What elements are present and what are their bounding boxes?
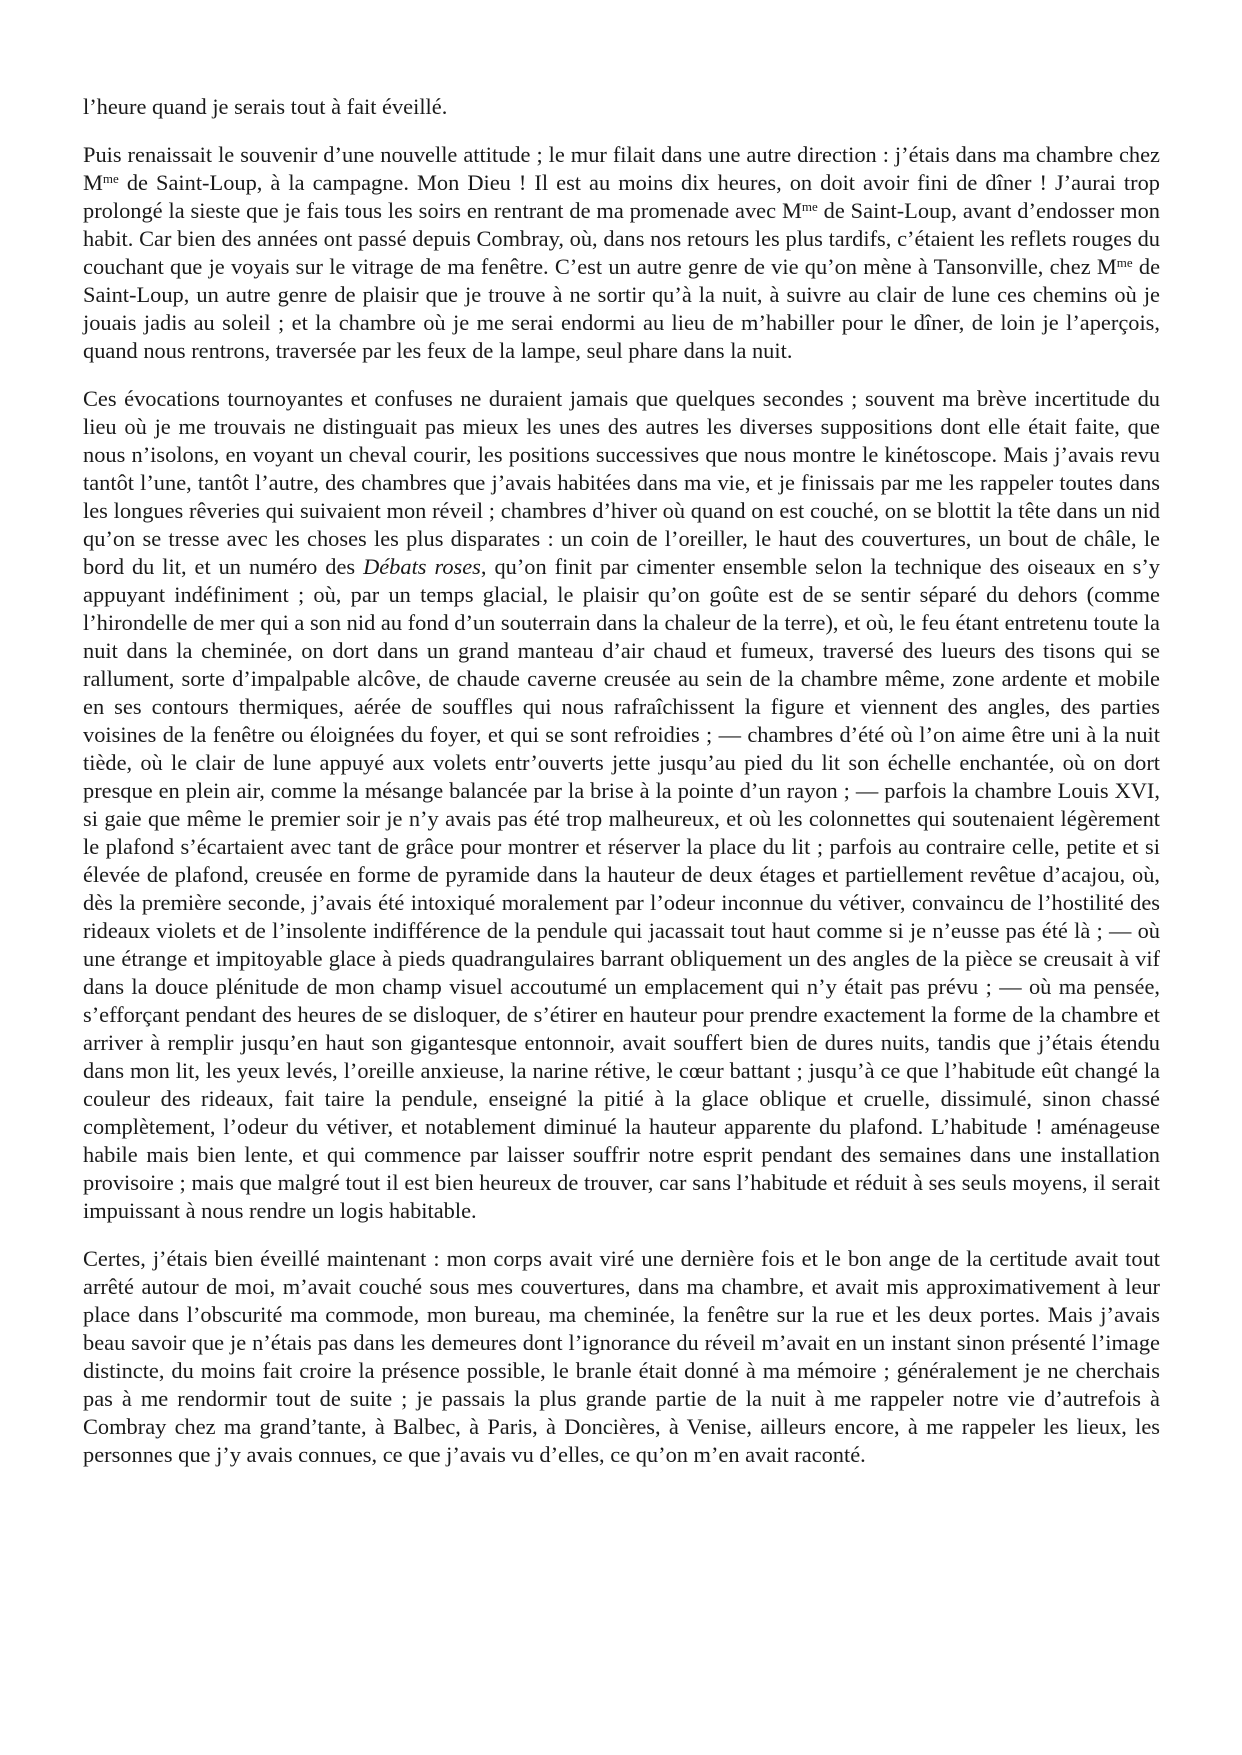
superscript-madame: me xyxy=(102,171,119,186)
text-segment: de Saint-Loup, à la campagne. Mon Dieu ! Il est au moins dix heures, on doit avoir fini de dîner ! J’aurai trop prolongé la sieste que je fais tous les soirs en rentrant de ma promenade avec M xyxy=(83,170,1160,223)
text-segment: l’heure quand je serais tout à fait éveillé. xyxy=(83,94,448,119)
superscript-madame: me xyxy=(1116,255,1133,270)
paragraph-1 xyxy=(83,93,1160,121)
text-segment: de Saint-Loup, un autre genre de plaisir que je trouve à ne sortir qu’à la nuit, à suivre au clair de lune ces chemins où je jouais jadis au soleil ; et la chambre où je me serai endormi au lieu de m’habiller pour le dîner, de loin je l’aperçois, quand nous rentrons, traversée par les feux de la lampe, seul phare dans la nuit. xyxy=(83,254,1161,363)
text-segment: Ces évocations tournoyantes et confuses ne duraient jamais que quelques secondes ; souvent ma brève incertitude du lieu où je me trouvais ne distinguait pas mieux les unes des autres les diverses suppositions dont elle était faite, que nous n’isolons, en voyant un cheval courir, les positions successives que nous montre le kinétoscope. Mais j’avais revu tantôt l’une, tantôt l’autre, des chambres que j’avais habitées dans ma vie, et je finissais par me les rappeler toutes dans les longues rêveries qui suivaient mon réveil ; chambres d’hiver où quand on est couché, on se blottit la tête dans un nid qu’on se tresse avec les choses les plus disparates : un coin de l’oreiller, le haut des couvertures, un bout de châle, le bord du lit, et un numéro des xyxy=(83,386,1160,579)
italic-title: Débats roses xyxy=(363,554,481,579)
superscript-madame: me xyxy=(801,199,818,214)
paragraph-4 xyxy=(83,1245,1160,1469)
paragraph-2 xyxy=(83,141,1160,365)
paragraph-3 xyxy=(83,385,1160,1225)
text-segment: Certes, j’étais bien éveillé maintenant : mon corps avait viré une dernière fois et le bon ange de la certitude avait tout arrêté autour de moi, m’avait couché sous mes couvertures, dans ma chambre, et avait mis approximativement à leur place dans l’obscurité ma commode, mon bureau, ma cheminée, la fenêtre sur la rue et les deux portes. Mais j’avais beau savoir que je n’étais pas dans les demeures dont l’ignorance du réveil m’avait en un instant sinon présenté l’image distincte, du moins fait croire la présence possible, le branle était donné à ma mémoire ; généralement je ne cherchais pas à me rendormir tout de suite ; je passais la plus grande partie de la nuit à me rappeler notre vie d’autrefois à Combray chez ma grand’tante, à Balbec, à Paris, à Doncières, à Venise, ailleurs encore, à me rappeler les lieux, les personnes que j’y avais connues, ce que j’avais vu d’elles, ce qu’on m’en avait raconté. xyxy=(83,1246,1160,1467)
text-segment: Puis renaissait le souvenir d’une nouvelle attitude ; le mur filait dans une autre direction : j’étais dans ma chambre chez M xyxy=(83,142,1160,195)
text-segment: , qu’on finit par cimenter ensemble selon la technique des oiseaux en s’y appuyant indéfiniment ; où, par un temps glacial, le plaisir qu’on goûte est de se sentir séparé du dehors (comme l’hirondelle de mer qui a son nid au fond d’un souterrain dans la chaleur de la terre), et où, le feu étant entretenu toute la nuit dans la cheminée, on dort dans un grand manteau d’air chaud et fumeux, traversé des lueurs des tisons qui se rallument, sorte d’impalpable alcôve, de chaude caverne creusée au sein de la chambre même, zone ardente et mobile en ses contours thermiques, aérée de souffles qui nous rafraîchissent la figure et viennent des angles, des parties voisines de la fenêtre ou éloignées du foyer, et qui se sont refroidies ; — chambres d’été où l’on aime être uni à la nuit tiède, où le clair de lune appuyé aux volets entr’ouverts jette jusqu’au pied du lit son échelle enchantée, où on dort presque en plein air, comme la mésange balancée par la brise à la pointe d’un rayon ; — parfois la chambre Louis XVI, si gaie que même le premier soir je n’y avais pas été trop malheureux, et où les colonnettes qui soutenaient légèrement le plafond s’écartaient avec tant de grâce pour montrer et réserver la place du lit ; parfois au contraire celle, petite et si élevée de plafond, creusée en forme de pyramide dans la hauteur de deux étages et partiellement revêtue d’acajou, où, dès la première seconde, j’avais été intoxiqué moralement par l’odeur inconnue du vétiver, convaincu de l’hostilité des rideaux violets et de l’insolente indifférence de la pendule qui jacassait tout haut comme si je n’eusse pas été là ; — où une étrange et impitoyable glace à pieds quadrangulaires barrant obliquement un des angles de la pièce se creusait à vif dans la douce plénitude de mon champ visuel accoutumé un emplacement qui n’y était pas prévu ; — où ma pensée, s’efforçant pendant des heures de se disloquer, de s’étirer en hauteur pour prendre exactement la forme de la chambre et arriver à remplir jusqu’en haut son gigantesque entonnoir, avait souffert bien de dures nuits, tandis que j’étais étendu dans mon lit, les yeux levés, l’oreille anxieuse, la narine rétive, le cœur battant ; jusqu’à ce que l’habitude eût changé la couleur des rideaux, fait taire la pendule, enseigné la pitié à la glace oblique et cruelle, dissimulé, sinon chassé complètement, l’odeur du vétiver, et notablement diminué la hauteur apparente du plafond. L’habitude ! aménageuse habile mais bien lente, et qui commence par laisser souffrir notre esprit pendant des semaines dans une installation provisoire ; mais que malgré tout il est bien heureux de trouver, car sans l’habitude et réduit à ses seuls moyens, il serait impuissant à nous rendre un logis habitable. xyxy=(83,554,1161,1223)
document-page xyxy=(83,93,1160,1489)
text-segment: de Saint-Loup, avant d’endosser mon habit. Car bien des années ont passé depuis Combray, où, dans nos retours les plus tardifs, c’étaient les reflets rouges du couchant que je voyais sur le vitrage de ma fenêtre. C’est un autre genre de vie qu’on mène à Tansonville, chez M xyxy=(83,198,1160,279)
